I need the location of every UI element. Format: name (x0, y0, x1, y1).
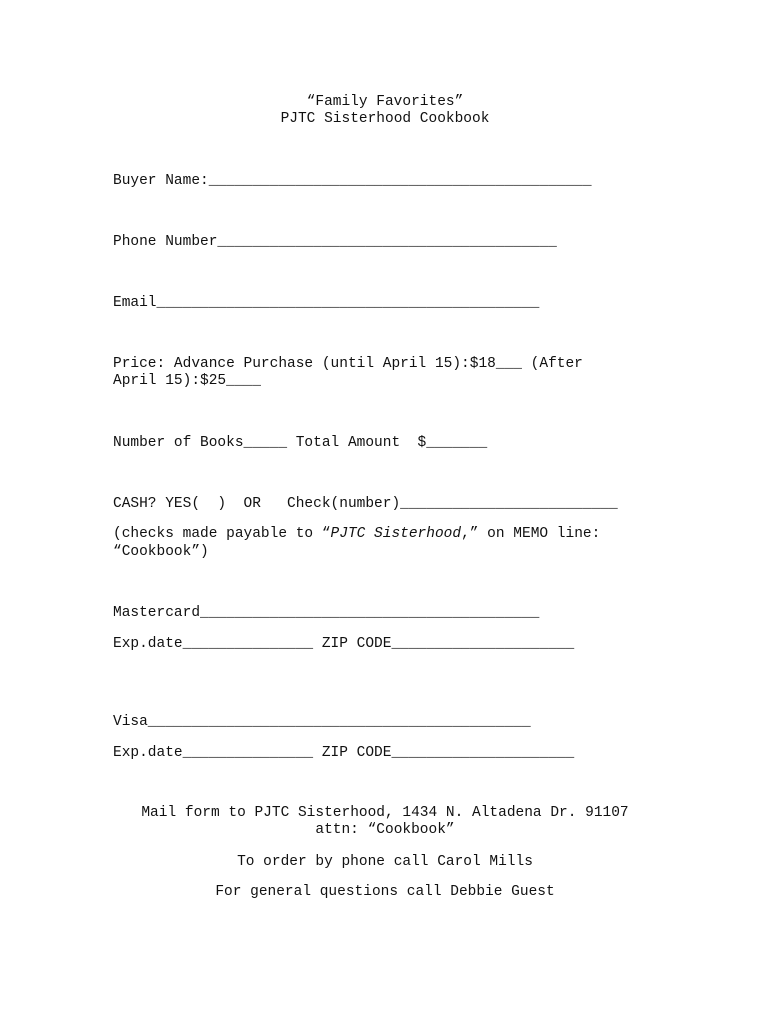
mastercard-exp-zip-field[interactable]: Exp.date_______________ ZIP CODE_____________________ (113, 636, 575, 652)
phone-order-note: To order by phone call Carol Mills (237, 854, 533, 870)
checks-note-payee: PJTC Sisterhood (330, 526, 462, 542)
visa-field[interactable]: Visa____________________________________________ (113, 714, 531, 730)
checks-note-prefix: (checks made payable to “ (113, 526, 331, 542)
form-title: “Family Favorites” (306, 94, 464, 110)
mail-instructions-line-2: attn: “Cookbook” (315, 822, 455, 838)
questions-note: For general questions call Debbie Guest (215, 884, 555, 900)
checks-payable-note (113, 526, 600, 543)
price-line-2[interactable]: April 15):$25____ (113, 373, 261, 389)
payment-cash-check-field[interactable]: CASH? YES( ) OR Check(number)_________________________ (113, 496, 618, 512)
mail-instructions-line-1: Mail form to PJTC Sisterhood, 1434 N. Altadena Dr. 91107 (141, 805, 629, 821)
checks-payable-note-line-2: “Cookbook”) (113, 544, 209, 560)
buyer-name-field[interactable]: Buyer Name:____________________________________________ (113, 173, 592, 189)
mastercard-field[interactable]: Mastercard_______________________________________ (113, 605, 540, 621)
phone-number-field[interactable]: Phone Number_______________________________________ (113, 234, 557, 250)
number-of-books-field[interactable]: Number of Books_____ Total Amount $_______ (113, 435, 488, 451)
email-field[interactable]: Email____________________________________________ (113, 295, 540, 311)
form-subtitle: PJTC Sisterhood Cookbook (280, 111, 490, 127)
price-line-1[interactable]: Price: Advance Purchase (until April 15):$18___ (After (113, 356, 583, 372)
visa-exp-zip-field[interactable]: Exp.date_______________ ZIP CODE_____________________ (113, 745, 575, 761)
checks-note-suffix: ,” on MEMO line: (461, 526, 601, 542)
